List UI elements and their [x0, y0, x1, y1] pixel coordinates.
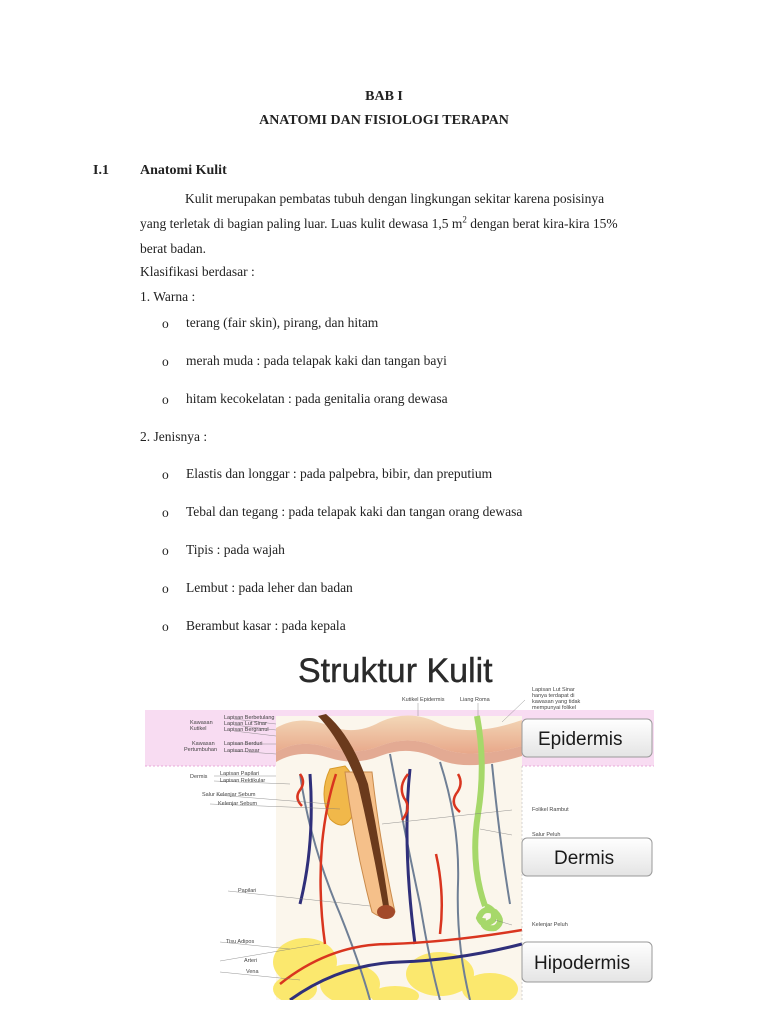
label-lapisan-berduri: Lapisan Berduri [224, 741, 263, 747]
label-folikel-rambut: Folikel Rambut [532, 807, 569, 813]
paragraph-line-2a: yang terletak di bagian paling luar. Luas kulit dewasa 1,5 m [140, 216, 463, 231]
hair-bulb [377, 905, 395, 919]
bullet-marker: o [162, 543, 169, 558]
group-heading-jenisnya: 2. Jenisnya : [140, 429, 208, 444]
bullet-marker: o [162, 467, 169, 482]
label-lapisan-lut-sinar: Lapisan Lut Sinar [224, 721, 267, 727]
label-lut-sinar-2: hanya terdapat di [532, 693, 575, 699]
label-kawasan-2: Kawasan [192, 741, 215, 747]
label-pertumbuhan: Pertumbuhan [184, 747, 218, 753]
label-lut-sinar-4: mempunyai folikel [532, 705, 577, 711]
label-salur-kelenjar-sebum: Salur Kelenjar Sebum [202, 792, 256, 798]
section-number: I.1 [93, 163, 109, 178]
svg-text:Hipodermis: Hipodermis [534, 953, 631, 974]
label-kawasan-1: Kawasan [190, 720, 213, 726]
section-title: Anatomi Kulit [140, 163, 227, 178]
list-item: Lembut : pada leher dan badan [186, 580, 353, 595]
intro-paragraph [140, 186, 698, 261]
label-papilari: Papilari [238, 888, 257, 894]
label-lapisan-rektikular: Lapisan Rektikular [220, 778, 266, 784]
label-lapisan-bergranul: Lapisan Bergranul [224, 727, 269, 733]
epidermis-box [522, 719, 652, 757]
label-lapisan-papilari: Lapisan Papilari [220, 771, 260, 777]
skin-structure-figure [140, 644, 656, 1000]
paragraph-line-3: berat badan. [140, 241, 206, 256]
paragraph-line-1: Kulit merupakan pembatas tubuh dengan lingkungan sekitar karena posisinya [185, 191, 605, 206]
label-kutikel-epidermis: Kutikel Epidermis [402, 697, 445, 703]
label-dermis: Dermis [190, 774, 208, 780]
list-item: Tipis : pada wajah [186, 542, 285, 557]
figure-title: Struktur Kulit [298, 652, 493, 690]
list-item: Elastis dan longgar : pada palpebra, bibir, dan preputium [186, 466, 493, 481]
label-arteri: Arteri [244, 958, 258, 964]
chapter-number: BAB I [365, 89, 403, 104]
bullet-marker: o [162, 505, 169, 520]
label-lut-sinar-3: kawasan yang tidak [532, 699, 581, 705]
paragraph-line-2b: dengan berat kira-kira 15% [466, 216, 618, 231]
group-heading-warna: 1. Warna : [140, 289, 196, 304]
bullet-marker: o [162, 316, 169, 331]
label-tisu-adipos: Tisu Adipos [226, 939, 255, 945]
hipodermis-box [522, 942, 652, 982]
bullet-marker: o [162, 354, 169, 369]
list-item: Tebal dan tegang : pada telapak kaki dan tangan orang dewasa [186, 504, 523, 519]
label-lapisan-dasar: Lapisan Dasar [224, 748, 260, 754]
dermis-box [522, 838, 652, 876]
label-kutikel: Kutikel [190, 726, 207, 732]
paragraph-superscript: 2 [462, 214, 467, 225]
bullet-marker: o [162, 581, 169, 596]
list-item: terang (fair skin), pirang, dan hitam [186, 315, 379, 330]
list-item: Berambut kasar : pada kepala [186, 618, 346, 633]
list-item: merah muda : pada telapak kaki dan tangan bayi [186, 353, 447, 368]
bullet-marker: o [162, 619, 169, 634]
svg-text:Epidermis: Epidermis [538, 729, 623, 750]
label-lut-sinar-1: Lapisan Lut Sinar [532, 687, 575, 693]
label-liang-roma: Liang Roma [460, 697, 490, 703]
label-vena: Vena [246, 969, 259, 975]
classification-intro: Klasifikasi berdasar : [140, 264, 255, 279]
list-item: hitam kecokelatan : pada genitalia orang dewasa [186, 391, 448, 406]
label-salur-peluh: Salur Peluh [532, 832, 561, 838]
svg-text:Dermis: Dermis [554, 848, 615, 869]
bullet-marker: o [162, 392, 169, 407]
label-kelenjar-peluh: Kelenjar Peluh [532, 922, 568, 928]
label-kelenjar-sebum: Kelenjar Sebum [218, 801, 258, 807]
label-lapisan-berbetulang: Lapisan Berbetulang [224, 715, 275, 721]
chapter-title: ANATOMI DAN FISIOLOGI TERAPAN [259, 113, 509, 128]
